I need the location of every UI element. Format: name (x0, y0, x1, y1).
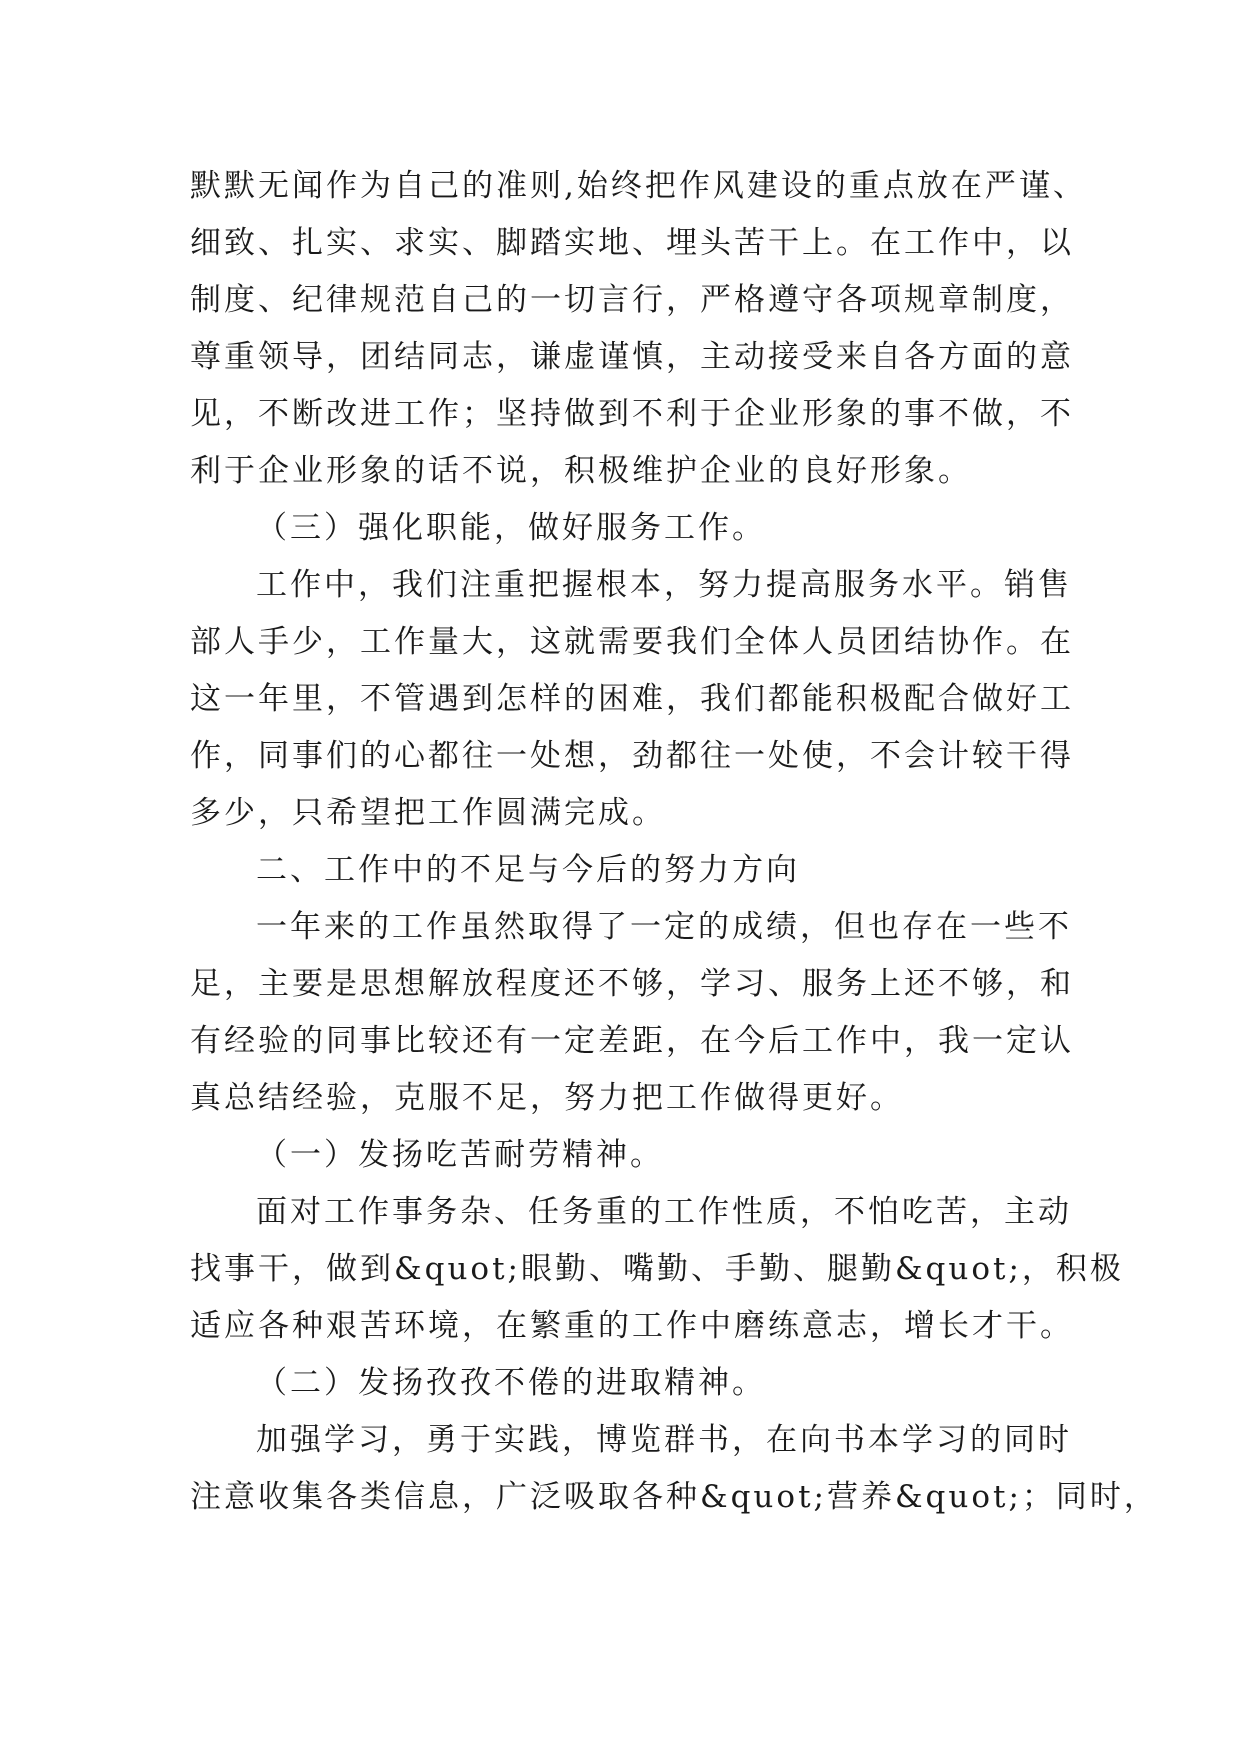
text-line: 有经验的同事比较还有一定差距，在今后工作中，我一定认 (190, 1023, 1074, 1059)
text-line: 这一年里，不管遇到怎样的困难，我们都能积极配合做好工 (190, 681, 1074, 717)
text-line: 尊重领导，团结同志，谦虚谨慎，主动接受来自各方面的意 (190, 339, 1074, 375)
document-body (190, 158, 1158, 1526)
text-line: 默默无闻作为自己的准则,始终把作风建设的重点放在严谨、 (190, 168, 1087, 204)
text-line: 利于企业形象的话不说，积极维护企业的良好形象。 (190, 453, 972, 489)
text-line: 适应各种艰苦环境，在繁重的工作中磨练意志，增长才干。 (190, 1308, 1074, 1344)
text-line: 找事干，做到&quot;眼勤、嘴勤、手勤、腿勤&quot;，积极 (190, 1251, 1124, 1287)
text-line: 部人手少，工作量大，这就需要我们全体人员团结协作。在 (190, 624, 1074, 660)
text-line: 注意收集各类信息，广泛吸取各种&quot;营养&quot;；同时， (190, 1479, 1158, 1515)
text-line: 加强学习，勇于实践，博览群书，在向书本学习的同时 (256, 1422, 1072, 1458)
text-line: 多少，只希望把工作圆满完成。 (190, 795, 666, 831)
text-line: 见，不断改进工作；坚持做到不利于企业形象的事不做，不 (190, 396, 1074, 432)
text-line: 足，主要是思想解放程度还不够，学习、服务上还不够，和 (190, 966, 1074, 1002)
text-line: 作，同事们的心都往一处想，劲都往一处使，不会计较干得 (190, 738, 1074, 774)
text-line: 工作中，我们注重把握根本，努力提高服务水平。销售 (256, 567, 1072, 603)
text-line: 真总结经验，克服不足，努力把工作做得更好。 (190, 1080, 904, 1116)
text-line: （三）强化职能，做好服务工作。 (256, 510, 766, 546)
text-line: 制度、纪律规范自己的一切言行，严格遵守各项规章制度， (190, 282, 1074, 318)
text-line: 细致、扎实、求实、脚踏实地、埋头苦干上。在工作中，以 (190, 225, 1074, 261)
text-line: 二、工作中的不足与今后的努力方向 (256, 852, 800, 888)
text-line: 面对工作事务杂、任务重的工作性质，不怕吃苦，主动 (256, 1194, 1072, 1230)
text-line: （一）发扬吃苦耐劳精神。 (256, 1137, 664, 1173)
text-line: （二）发扬孜孜不倦的进取精神。 (256, 1365, 766, 1401)
text-line: 一年来的工作虽然取得了一定的成绩，但也存在一些不 (256, 909, 1072, 945)
